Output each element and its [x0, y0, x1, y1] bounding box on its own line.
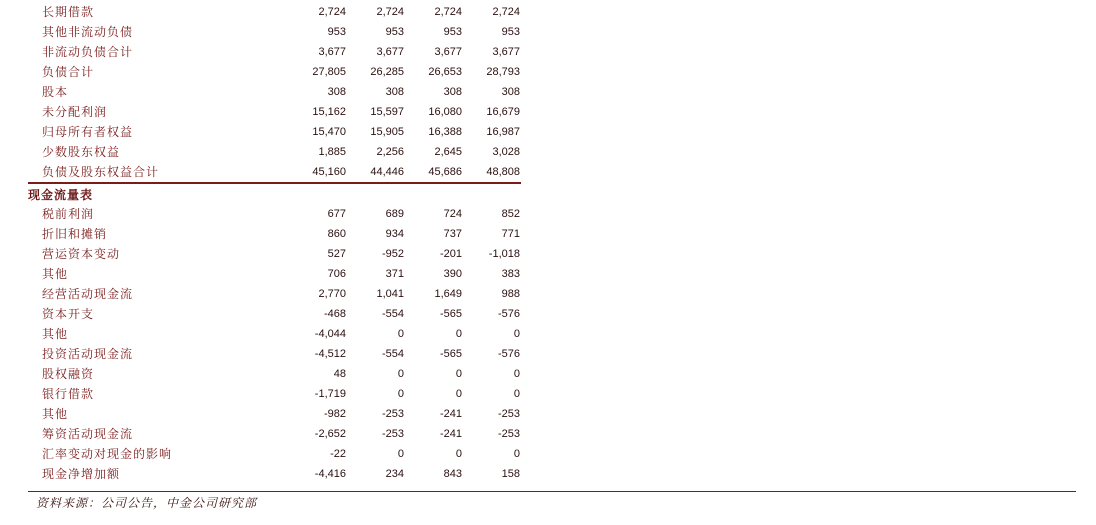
- cell-value: 0: [397, 448, 404, 460]
- table-row: [28, 284, 521, 304]
- row-label: 非流动负债合计: [42, 45, 134, 59]
- row-label: 资本开支: [42, 307, 95, 321]
- cell-value: 1,041: [376, 288, 404, 300]
- table-row: [28, 344, 521, 364]
- cell-value: -554: [381, 308, 404, 320]
- cell-value: 953: [385, 26, 404, 38]
- cell-value: 3,028: [492, 146, 520, 158]
- row-label: 汇率变动对现金的影响: [42, 447, 173, 461]
- table-row: [28, 22, 521, 42]
- cell-value: -253: [381, 408, 404, 420]
- row-label: 负债及股东权益合计: [42, 165, 160, 179]
- cell-value: 383: [501, 268, 520, 280]
- cell-value: 0: [513, 368, 520, 380]
- table-row: [28, 204, 521, 224]
- row-label: 经营活动现金流: [42, 287, 134, 301]
- cell-value: 3,677: [376, 46, 404, 58]
- cell-value: 771: [501, 228, 520, 240]
- cell-value: 2,724: [318, 6, 346, 18]
- table-row: [28, 364, 521, 384]
- cell-value: 2,724: [492, 6, 520, 18]
- balance-sheet-section: [28, 2, 521, 184]
- table-row: [28, 244, 521, 264]
- cell-value: 934: [385, 228, 404, 240]
- cell-value: 0: [455, 328, 462, 340]
- row-label: 其他: [42, 407, 69, 421]
- table-row: [28, 62, 521, 82]
- cell-value: 308: [385, 86, 404, 98]
- cell-value: 3,677: [318, 46, 346, 58]
- cell-value: -4,512: [314, 348, 346, 360]
- cell-value: 16,388: [428, 126, 462, 138]
- cell-value: -241: [439, 408, 462, 420]
- table-row: [28, 224, 521, 244]
- cell-value: -576: [497, 348, 520, 360]
- cell-value: 45,686: [428, 166, 462, 178]
- cell-value: -576: [497, 308, 520, 320]
- row-label: 股权融资: [42, 367, 95, 381]
- cell-value: 0: [513, 388, 520, 400]
- cell-value: 852: [501, 208, 520, 220]
- cell-value: 737: [443, 228, 462, 240]
- row-label: 股本: [42, 85, 69, 99]
- row-label: 营运资本变动: [42, 247, 121, 261]
- cell-value: 0: [455, 368, 462, 380]
- cell-value: 15,470: [312, 126, 346, 138]
- cell-value: 988: [501, 288, 520, 300]
- cell-value: 308: [501, 86, 520, 98]
- cell-value: -253: [497, 428, 520, 440]
- cell-value: 0: [397, 328, 404, 340]
- table-row: [28, 384, 521, 404]
- row-label: 折旧和摊销: [42, 227, 108, 241]
- cashflow-section: [28, 204, 521, 484]
- cashflow-section-title: [28, 184, 521, 204]
- cell-value: 15,162: [312, 106, 346, 118]
- source-note: 资料来源：公司公告，中金公司研究部: [36, 496, 258, 510]
- cell-value: 26,653: [428, 66, 462, 78]
- cell-value: -241: [439, 428, 462, 440]
- cell-value: -4,044: [314, 328, 346, 340]
- cell-value: 953: [443, 26, 462, 38]
- cell-value: 706: [327, 268, 346, 280]
- table-row: [28, 324, 521, 344]
- footer-divider: [28, 491, 1076, 492]
- cell-value: 45,160: [312, 166, 346, 178]
- cell-value: -2,652: [314, 428, 346, 440]
- row-label: 投资活动现金流: [42, 347, 134, 361]
- cell-value: -253: [497, 408, 520, 420]
- row-label: 税前利润: [42, 207, 95, 221]
- cell-value: -4,416: [314, 468, 346, 480]
- cell-value: -22: [330, 448, 346, 460]
- cell-value: -952: [381, 248, 404, 260]
- cell-value: 843: [443, 468, 462, 480]
- cell-value: 2,256: [376, 146, 404, 158]
- cell-value: 27,805: [312, 66, 346, 78]
- cell-value: -1,018: [488, 248, 520, 260]
- cell-value: 860: [327, 228, 346, 240]
- cell-value: 2,724: [376, 6, 404, 18]
- table-row: [28, 404, 521, 424]
- row-label: 现金净增加额: [42, 467, 121, 481]
- cell-value: 2,724: [434, 6, 462, 18]
- cell-value: 158: [501, 468, 520, 480]
- cell-value: 44,446: [370, 166, 404, 178]
- cell-value: 689: [385, 208, 404, 220]
- table-row: [28, 42, 521, 62]
- cell-value: -201: [439, 248, 462, 260]
- cell-value: -468: [323, 308, 346, 320]
- row-label: 长期借款: [42, 5, 95, 19]
- total-row: [28, 162, 521, 184]
- table-row: [28, 82, 521, 102]
- cell-value: 15,905: [370, 126, 404, 138]
- row-label: 少数股东权益: [42, 145, 121, 159]
- row-label: 银行借款: [42, 387, 95, 401]
- cell-value: 48: [333, 368, 346, 380]
- cell-value: 234: [385, 468, 404, 480]
- cell-value: 953: [327, 26, 346, 38]
- cell-value: 0: [455, 448, 462, 460]
- cell-value: -554: [381, 348, 404, 360]
- table-row: [28, 122, 521, 142]
- cell-value: 953: [501, 26, 520, 38]
- cell-value: 3,677: [434, 46, 462, 58]
- row-label: 未分配利润: [42, 105, 108, 119]
- cell-value: 308: [443, 86, 462, 98]
- table-row: [28, 304, 521, 324]
- cell-value: 26,285: [370, 66, 404, 78]
- row-label: 归母所有者权益: [42, 125, 134, 139]
- cell-value: 1,885: [318, 146, 346, 158]
- cell-value: 677: [327, 208, 346, 220]
- table-row: [28, 444, 521, 464]
- cell-value: -565: [439, 308, 462, 320]
- cell-value: 0: [513, 328, 520, 340]
- table-row: [28, 464, 521, 484]
- table-row: [28, 424, 521, 444]
- cell-value: 2,770: [318, 288, 346, 300]
- cell-value: 1,649: [434, 288, 462, 300]
- table-row: [28, 102, 521, 122]
- cell-value: 16,987: [486, 126, 520, 138]
- section-heading: 现金流量表: [28, 188, 94, 202]
- cell-value: 390: [443, 268, 462, 280]
- cell-value: 371: [385, 268, 404, 280]
- cell-value: 48,808: [486, 166, 520, 178]
- cell-value: 3,677: [492, 46, 520, 58]
- cell-value: 16,080: [428, 106, 462, 118]
- cell-value: 0: [455, 388, 462, 400]
- cell-value: -253: [381, 428, 404, 440]
- financial-table: [28, 2, 521, 484]
- row-label: 筹资活动现金流: [42, 427, 134, 441]
- cell-value: 16,679: [486, 106, 520, 118]
- row-label: 其他: [42, 327, 69, 341]
- cell-value: 0: [397, 388, 404, 400]
- cell-value: -982: [323, 408, 346, 420]
- cell-value: 724: [443, 208, 462, 220]
- cell-value: 15,597: [370, 106, 404, 118]
- table-row: [28, 142, 521, 162]
- cell-value: 28,793: [486, 66, 520, 78]
- cell-value: 527: [327, 248, 346, 260]
- cell-value: 0: [513, 448, 520, 460]
- cell-value: 2,645: [434, 146, 462, 158]
- cell-value: -1,719: [314, 388, 346, 400]
- row-label: 负债合计: [42, 65, 95, 79]
- row-label: 其他非流动负债: [42, 25, 134, 39]
- table-row: [28, 2, 521, 22]
- table-row: [28, 264, 521, 284]
- row-label: 其他: [42, 267, 69, 281]
- cell-value: 0: [397, 368, 404, 380]
- cell-value: -565: [439, 348, 462, 360]
- cell-value: 308: [327, 86, 346, 98]
